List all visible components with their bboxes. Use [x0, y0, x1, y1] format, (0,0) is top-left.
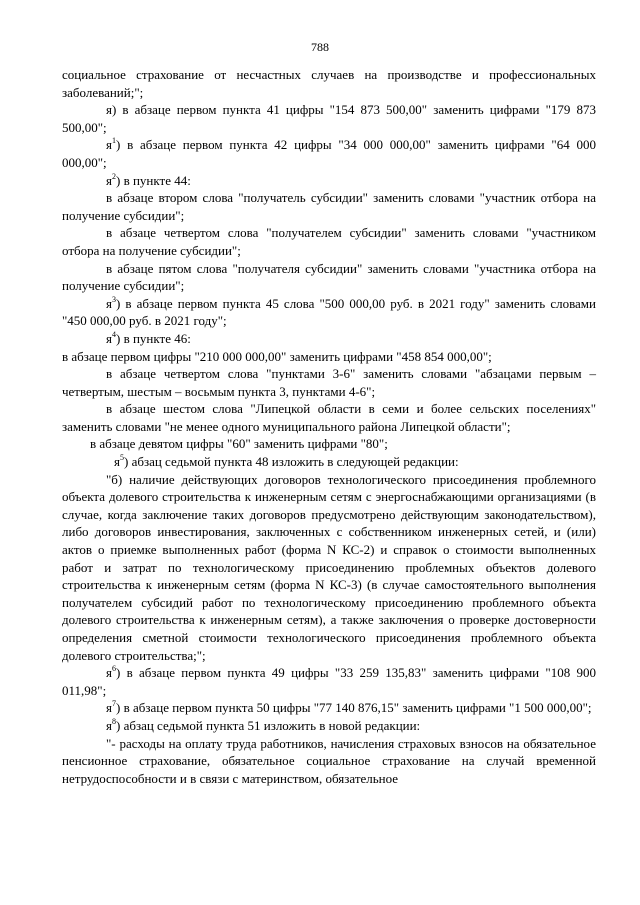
paragraph — [62, 664, 596, 699]
paragraph-text: в абзаце втором слова "получатель субсидии" заменить словами "участник отбора на получение субсидии"; — [62, 190, 596, 223]
paragraph — [62, 330, 596, 348]
paragraph-text: ) в абзаце первом пункта 50 цифры "77 140 876,15" заменить цифрами "1 500 000,00"; — [115, 700, 592, 716]
paragraph — [62, 717, 596, 735]
paragraph — [62, 189, 596, 224]
paragraph-text: ) в абзаце первом пункта 45 слова "500 000,00 руб. в 2021 году" заменить словами "450 000,00 руб. в 2021 году"; — [62, 295, 596, 329]
paragraph — [62, 66, 596, 101]
superscript: 8 — [111, 716, 116, 726]
superscript: 2 — [111, 171, 116, 181]
superscript: 5 — [119, 453, 124, 463]
paragraph — [62, 435, 596, 453]
superscript: 1 — [111, 136, 116, 146]
paragraph-text: социальное страхование от несчастных случаев на производстве и профессиональных заболеваний;"; — [62, 67, 596, 100]
list-marker: я — [114, 454, 120, 470]
paragraph-text: в абзаце шестом слова "Липецкой области в семи и более сельских поселениях" заменить словами "не менее одного муниципального района Липецкой области"; — [62, 401, 596, 434]
list-marker: я — [106, 172, 112, 188]
paragraph — [62, 295, 596, 330]
superscript: 4 — [111, 329, 116, 339]
list-marker: я — [106, 665, 112, 681]
document-body — [62, 66, 596, 787]
paragraph-text: ) в абзаце первом пункта 49 цифры "33 259 135,83" заменить цифрами "108 900 011,98"; — [62, 665, 596, 698]
list-marker: я — [106, 700, 112, 716]
paragraph-text: ) в пункте 46: — [115, 330, 191, 346]
paragraph — [62, 260, 596, 295]
paragraph-text: ) абзац седьмой пункта 51 изложить в новой редакции: — [115, 717, 421, 733]
paragraph-text: я) в абзаце первом пункта 41 цифры "154 873 500,00" заменить цифрами "179 873 500,00"; — [62, 102, 596, 135]
superscript: 6 — [111, 664, 116, 674]
paragraph — [62, 453, 596, 471]
paragraph — [62, 365, 596, 400]
paragraph-text: ) в абзаце первом пункта 42 цифры "34 000 000,00" заменить цифрами "64 000 000,00"; — [62, 137, 596, 170]
paragraph — [62, 136, 596, 171]
paragraph-text: "б) наличие действующих договоров технологического присоединения проблемного объекта долевого строительства к инженерным сетям с энергоснабжающими организациями (в случае, когда заключение таких договоров предусмотрено действующим законодательством), либо договоров инвестирования, заключенных с собственником инженерных сетей, и (или) актов о приемке выполненных работ (форма N КС-2) и справок о стоимости выполненных работ и затрат по технологическому присоединению проблемных объектов долевого строительства к инженерным сетям (форма N КС-3) (в случае самостоятельного выполнения получателем субсидий работ по технологическому присоединению проблемного объекта долевого строительства к инженерным сетям), а также заключения о проверке достоверности определения сметной стоимости технологического присоединения проблемного объекта долевого строительства;"; — [62, 471, 596, 663]
paragraph — [62, 101, 596, 136]
paragraph — [62, 699, 596, 717]
paragraph-text: ) в пункте 44: — [115, 172, 191, 188]
superscript: 7 — [111, 699, 116, 709]
superscript: 3 — [111, 294, 116, 304]
paragraph — [62, 172, 596, 190]
page-number: 788 — [311, 40, 329, 54]
list-marker: я — [106, 295, 112, 311]
paragraph-text: в абзаце четвертом слова "пунктами 3-6" заменить словами "абзацами первым – четвертым, шестым – восьмым пункта 3, пунктами 4-6"; — [62, 366, 596, 399]
paragraph-text: ) абзац седьмой пункта 48 изложить в следующей редакции: — [123, 454, 459, 470]
paragraph — [62, 735, 596, 788]
paragraph-text: "- расходы на оплату труда работников, начисления страховых взносов на обязательное пенсионное страхование, обязательное социальное страхование на случай временной нетрудоспособности и в связи с материнством, обязательное — [62, 735, 596, 786]
list-marker: я — [106, 330, 112, 346]
paragraph — [62, 471, 596, 665]
paragraph-text: в абзаце первом цифры "210 000 000,00" заменить цифрами "458 854 000,00"; — [62, 348, 492, 364]
paragraph — [62, 400, 596, 435]
paragraph-text: в абзаце четвертом слова "получателем субсидии" заменить словами "участником отбора на получение субсидии"; — [62, 225, 596, 258]
paragraph — [62, 348, 596, 366]
list-marker: я — [106, 717, 112, 733]
list-marker: я — [106, 137, 112, 153]
paragraph — [62, 224, 596, 259]
paragraph-text: в абзаце девятом цифры "60" заменить цифрами "80"; — [90, 436, 388, 452]
paragraph-text: в абзаце пятом слова "получателя субсидии" заменить словами "участника отбора на получение субсидии"; — [62, 260, 596, 294]
